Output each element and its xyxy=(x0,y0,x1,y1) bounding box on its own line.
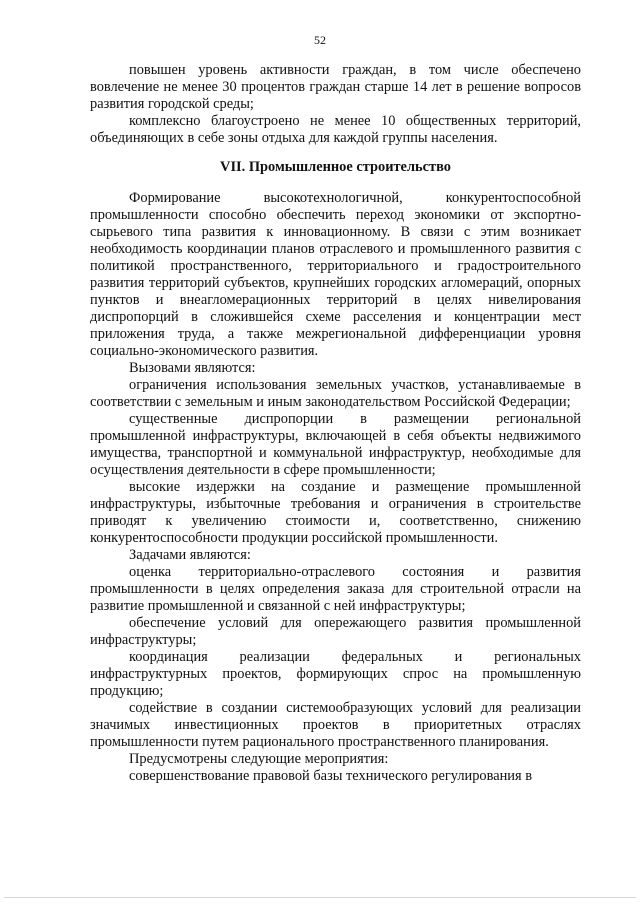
page-bottom-edge xyxy=(4,897,636,898)
paragraph: Предусмотрены следующие мероприятия: xyxy=(129,751,389,767)
paragraph: комплексно благоустроено не менее 10 общественных территорий, объединяющих в себе зоны отдыха для каждой группы населения. xyxy=(90,113,581,146)
list-item: существенные диспропорции в размещении региональной промышленной инфраструктуры, включающей в себя объекты недвижимого имущества, транспортной и коммунальной инфраструктур, необходимые для осуществления деятельности в сфере промышленности; xyxy=(90,411,581,478)
paragraph: Вызовами являются: xyxy=(129,360,256,376)
page-number: 52 xyxy=(314,33,326,47)
list-item: содействие в создании системообразующих условий для реализации значимых инвестиционных проектов в приоритетных отраслях промышленности путем рационального пространственного планирования. xyxy=(90,700,581,750)
paragraph: Задачами являются: xyxy=(129,547,251,563)
section-heading: VII. Промышленное строительство xyxy=(220,159,451,175)
paragraph: Формирование высокотехнологичной, конкурентоспособной промышленности способно обеспечить переход экономики от экспортно-сырьевого типа развития к инновационному. В связи с этим возникает необходимость координации планов отраслевого и промышленного развития с политикой пространственного, территориального и градостроительного развития территорий субъектов, крупнейших городских агломераций, опорных пунктов и внеагломерационных территорий в целях нивелирования диспропорций в сложившейся схеме расселения и концентрации мест приложения труда, а также межрегиональной дифференциации уровня социально-экономического развития. xyxy=(90,190,581,359)
list-item: ограничения использования земельных участков, устанавливаемые в соответствии с земельным и иным законодательством Российской Федерации; xyxy=(90,377,581,410)
list-item: высокие издержки на создание и размещение промышленной инфраструктуры, избыточные требования и ограничения в строительстве приводят к увеличению стоимости и, соответственно, снижению конкурентоспособности продукции российской промышленности. xyxy=(90,479,581,546)
list-item: совершенствование правовой базы технического регулирования в xyxy=(129,768,532,784)
document-body xyxy=(90,62,581,785)
paragraph: повышен уровень активности граждан, в том числе обеспечено вовлечение не менее 30 процентов граждан старше 14 лет в решение вопросов развития городской среды; xyxy=(90,62,581,112)
list-item: оценка территориально-отраслевого состояния и развития промышленности в целях определения заказа для строительной отрасли на развитие промышленной и связанной с ней инфраструктуры; xyxy=(90,564,581,614)
list-item: координация реализации федеральных и региональных инфраструктурных проектов, формирующих спрос на промышленную продукцию; xyxy=(90,649,581,699)
list-item: обеспечение условий для опережающего развития промышленной инфраструктуры; xyxy=(90,615,581,648)
